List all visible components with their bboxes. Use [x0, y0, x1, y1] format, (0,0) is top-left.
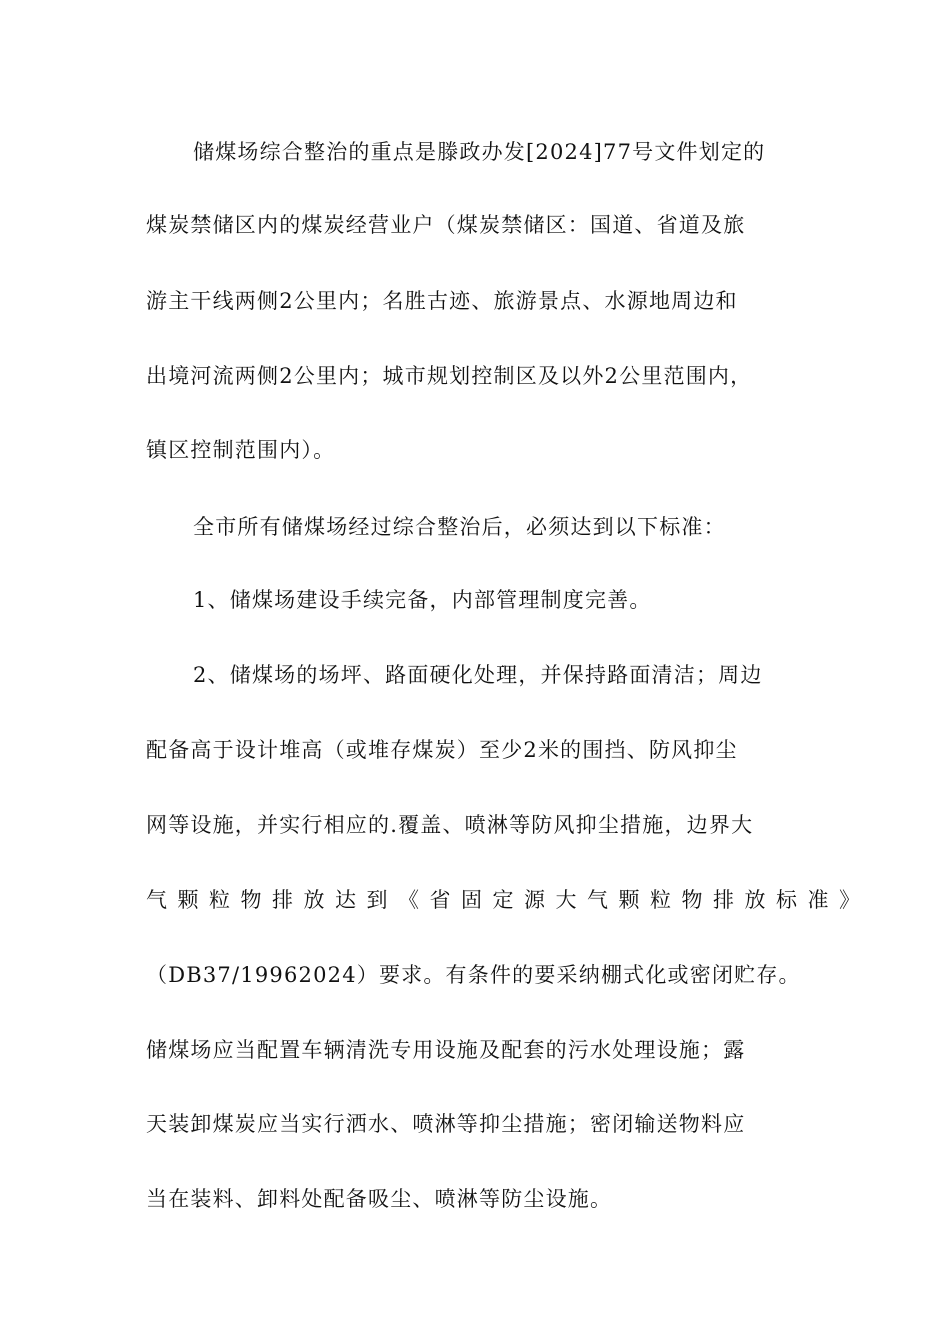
list-item-2-line-8: 当在装料、卸料处配备吸尘、喷淋等防尘设施。: [146, 1187, 613, 1211]
list-item-2-line-3: 网等设施，并实行相应的.覆盖、喷淋等防风抑尘措施，边界大: [146, 813, 754, 837]
paragraph-line-6: 全市所有储煤场经过综合整治后，必须达到以下标准：: [193, 515, 726, 539]
list-item-1: 1、储煤场建设手续完备，内部管理制度完善。: [193, 588, 652, 612]
list-item-2-line-5: （DB37/19962024）要求。有条件的要采纳棚式化或密闭贮存。: [146, 963, 801, 987]
paragraph-line-1: 储煤场综合整治的重点是滕政办发[2024]77号文件划定的: [193, 140, 766, 164]
list-item-2-line-7: 天装卸煤炭应当实行洒水、喷淋等抑尘措施；密闭输送物料应: [146, 1112, 746, 1136]
paragraph-line-2: 煤炭禁储区内的煤炭经营业户（煤炭禁储区：国道、省道及旅: [146, 213, 746, 237]
paragraph-line-4: 出境河流两侧2公里内；城市规划控制区及以外2公里范围内，: [146, 364, 753, 388]
list-item-2-line-4: 气颗粒物排放达到《省固定源大气颗粒物排放标准》: [146, 888, 871, 912]
paragraph-line-3: 游主干线两侧2公里内；名胜古迹、旅游景点、水源地周边和: [146, 289, 738, 313]
paragraph-line-5: 镇区控制范围内）。: [146, 438, 336, 462]
list-item-2-line-2: 配备高于设计堆高（或堆存煤炭）至少2米的围挡、防风抑尘: [146, 738, 738, 762]
list-item-2-line-1: 2、储煤场的场坪、路面硬化处理，并保持路面清洁；周边: [193, 663, 763, 687]
list-item-2-line-6: 储煤场应当配置车辆清洗专用设施及配套的污水处理设施；露: [146, 1038, 746, 1062]
